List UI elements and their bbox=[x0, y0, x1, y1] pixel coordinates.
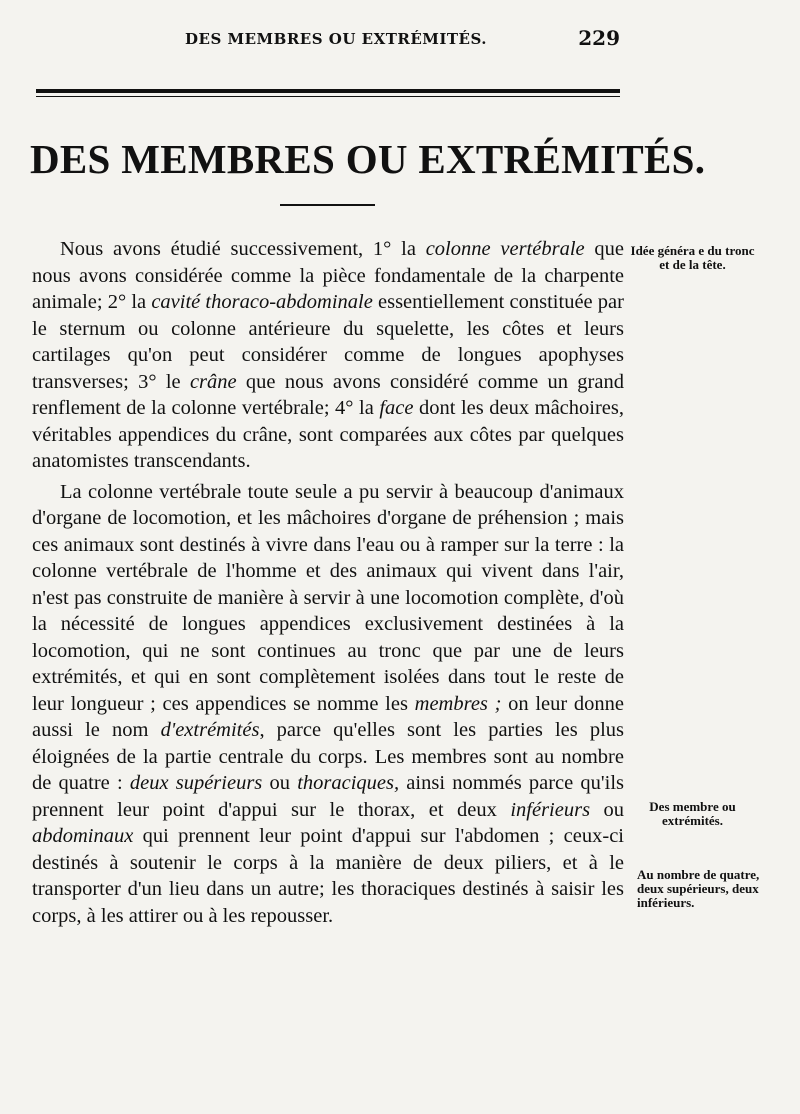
text-segment: ou bbox=[262, 772, 298, 794]
text-segment: essentiellement constituée par le sternum ou colonne antérieure du squelette, les côtes et leurs cartilages qu'on peut considérer comme de longues apophyses transverses; 3° le bbox=[32, 291, 624, 393]
italic-term: abdominaux bbox=[32, 825, 134, 847]
text-segment: que nous avons considérée comme la pièce fondamentale de la charpente animale; 2° la bbox=[32, 238, 624, 313]
header-rule-thin bbox=[36, 96, 620, 97]
paragraph-2 bbox=[32, 479, 624, 930]
text-segment: ainsi nommés parce qu'ils prennent leur point d'appui sur le thorax, et deux bbox=[32, 772, 624, 821]
italic-term: thoraciques, bbox=[297, 772, 400, 794]
text-segment: Nous avons étudié successivement, 1° la bbox=[60, 238, 426, 260]
text-segment: on leur donne aussi le nom bbox=[32, 692, 624, 741]
text-segment: , parce qu'elles sont les parties les plus éloignées de la partie centrale du corps. Les membres sont au nombre de quatre : bbox=[32, 719, 624, 794]
italic-term: membres ; bbox=[414, 692, 502, 715]
body-text bbox=[32, 236, 624, 929]
margin-note-trunk: Idée généra e du tronc et de la tête. bbox=[630, 243, 755, 272]
running-head: DES MEMBRES OU EXTRÉMITÉS. bbox=[185, 30, 488, 48]
title-underline bbox=[280, 204, 375, 206]
italic-term: inférieurs bbox=[510, 798, 591, 821]
header-rule-thick bbox=[36, 89, 620, 93]
page-header bbox=[40, 26, 620, 52]
italic-term: deux supérieurs bbox=[129, 772, 263, 794]
italic-term: crâne bbox=[189, 370, 237, 393]
italic-term: face bbox=[379, 397, 414, 419]
italic-term: colonne vertébrale bbox=[425, 238, 585, 260]
margin-note-members: Des membre ou extrémités. bbox=[649, 799, 736, 828]
text-segment: qui prennent leur point d'appui sur l'abdomen ; ceux-ci destinés à soutenir le corps à la manière de deux piliers, et à le transporter d'un lieu dans un autre; les thoraciques destinés à saisir les corps, à les attirer ou à les repousser. bbox=[32, 825, 624, 927]
paragraph-1 bbox=[32, 236, 624, 475]
page-number: 229 bbox=[578, 26, 620, 50]
italic-term: cavité thoraco-abdominale bbox=[151, 291, 373, 313]
chapter-title: DES MEMBRES OU EXTRÉMITÉS. bbox=[30, 136, 706, 182]
margin-note-number: Au nombre de quatre, deux supérieurs, deux inférieurs. bbox=[637, 867, 760, 910]
text-segment: La colonne vertébrale toute seule a pu servir à beaucoup d'animaux d'organe de locomotion, et les mâchoires d'organe de préhension ; mais ces animaux sont destinés à vivre dans l'eau ou à ramper sur la terre : la colonne vertébrale de l'homme et des animaux qui vivent dans l'air, n'est pas construite de manière à servir à une locomotion complète, d'où la nécessité de longues appendices exclusivement destinées à la locomotion, qui ne sont continues au tronc que par une de leurs extrémités, et qui en sont complètement isolées dans tout le reste de leur longueur ; ces appendices se nomme les bbox=[32, 480, 624, 715]
text-segment: dont les deux mâchoires, véritables appendices du crâne, sont comparées aux côtes par quelques anatomistes transcendants. bbox=[32, 397, 625, 472]
italic-term: d'extrémités bbox=[160, 719, 260, 741]
text-segment: ou bbox=[590, 798, 625, 821]
text-segment: que nous avons considéré comme un grand renflement de la colonne vertébrale; 4° la bbox=[32, 370, 624, 419]
